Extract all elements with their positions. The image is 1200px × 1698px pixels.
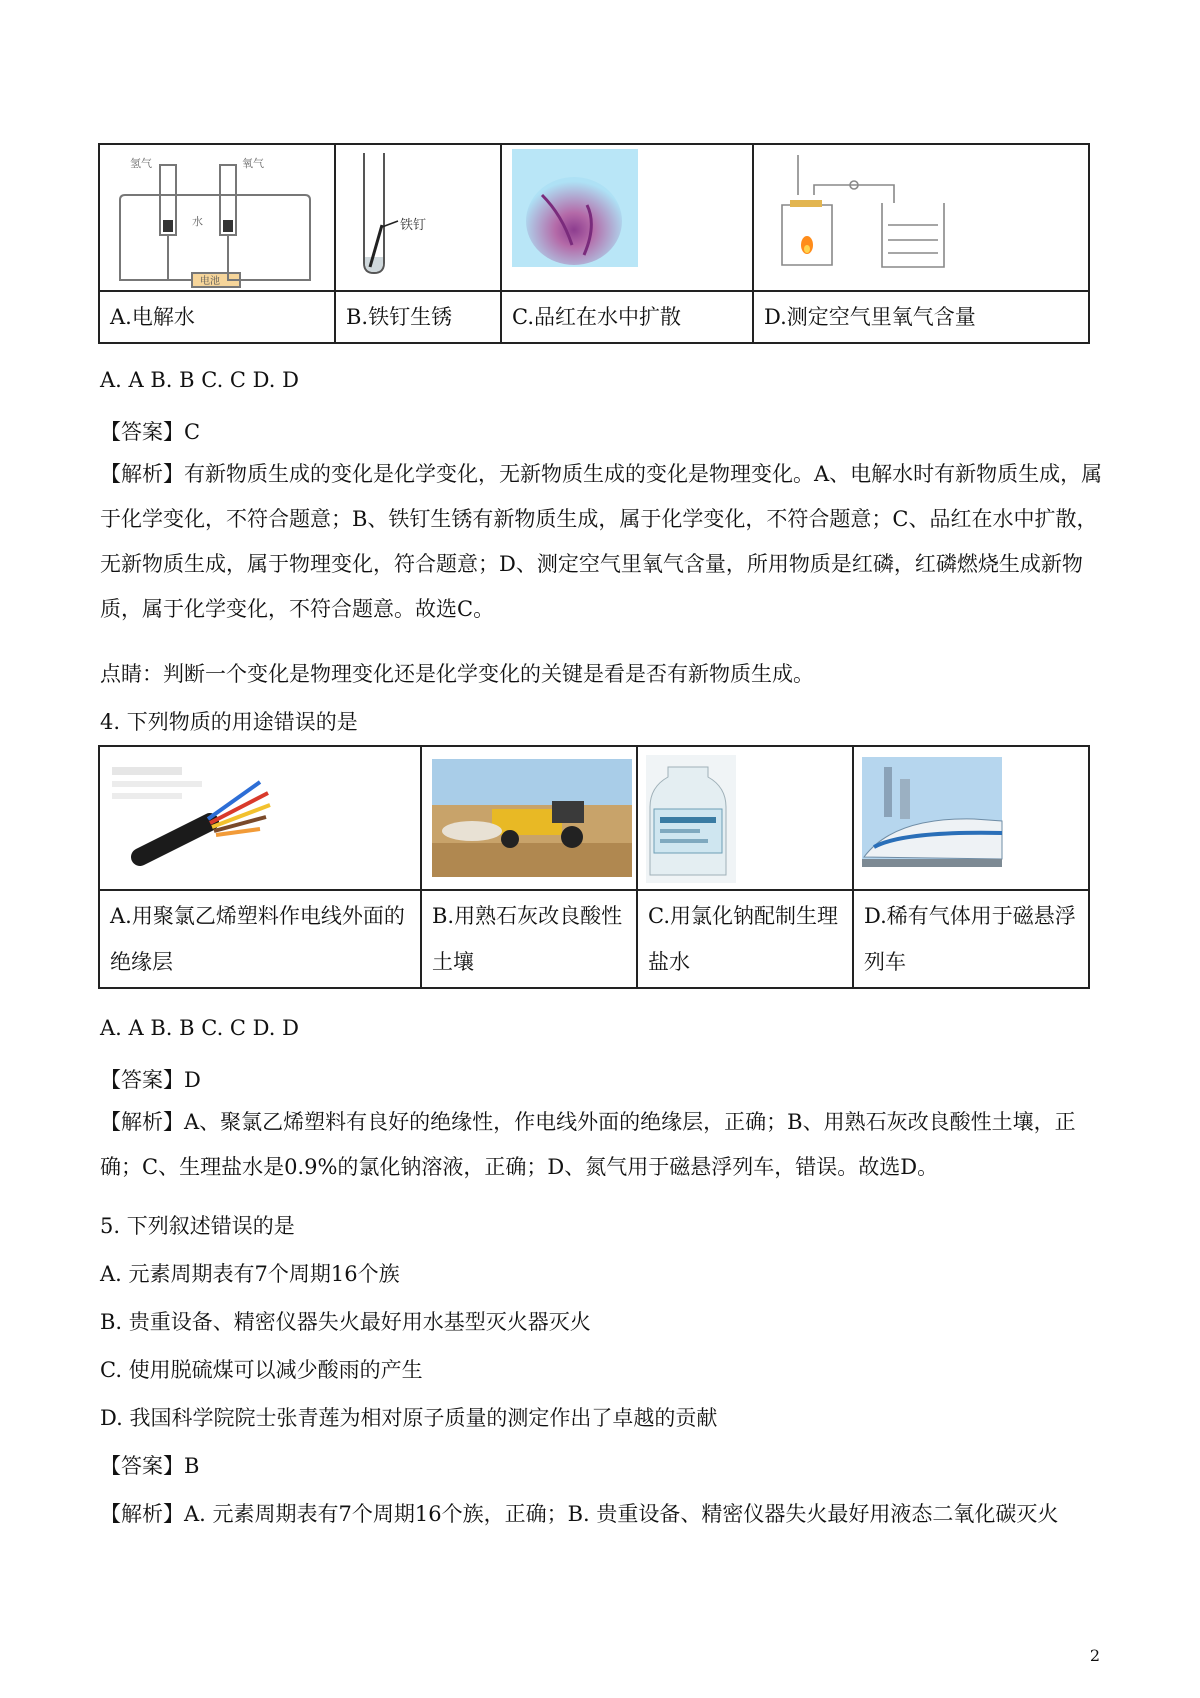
q4-image-cell-b — [421, 746, 637, 890]
q4-image-cell-d — [853, 746, 1089, 890]
q3-image-cell-c — [501, 144, 753, 291]
q3-option-table — [98, 143, 1090, 344]
q5-option-b: B. 贵重设备、精密仪器失火最好用水基型灭火器灭火 — [100, 1310, 591, 1334]
q4-option-c: C.用氯化钠配制生理盐水 — [637, 890, 853, 988]
q3-option-d: D.测定空气里氧气含量 — [753, 291, 1089, 343]
page-number: 2 — [1089, 1646, 1100, 1665]
q5-answer: 【答案】B — [100, 1454, 200, 1478]
water-label: 水 — [192, 215, 203, 228]
q4-option-b: B.用熟石灰改良酸性土壤 — [421, 890, 637, 988]
q4-answer: 【答案】D — [100, 1068, 201, 1092]
q4-choices: A. A B. B C. C D. D — [100, 1016, 299, 1040]
tractor-field-photo — [422, 747, 634, 887]
oxygen-label: 氧气 — [242, 157, 264, 170]
q4-analysis: 【解析】A、聚氯乙烯塑料有良好的绝缘性，作电线外面的绝缘层，正确；B、用熟石灰改良酸性土壤，正确；C、生理盐水是0.9%的氯化钠溶液，正确；D、氮气用于磁悬浮列车，错误。故选D。 — [100, 1110, 1076, 1179]
iron-nail-label: 铁钉 — [400, 218, 427, 233]
electric-wire-photo — [100, 747, 418, 887]
q3-option-b: B.铁钉生锈 — [335, 291, 501, 343]
q5-option-d: D. 我国科学院院士张青莲为相对原子质量的测定作出了卓越的贡献 — [100, 1406, 718, 1430]
q4-option-a: A.用聚氯乙烯塑料作电线外面的绝缘层 — [99, 890, 421, 988]
electrolysis-apparatus-icon — [100, 145, 332, 288]
maglev-train-photo — [854, 747, 1086, 887]
q3-image-cell-a — [99, 144, 335, 291]
q5-stem: 5. 下列叙述错误的是 — [100, 1214, 295, 1238]
q3-analysis: 【解析】有新物质生成的变化是化学变化，无新物质生成的变化是物理变化。A、电解水时有新物质生成，属于化学变化，不符合题意；B、铁钉生锈有新物质生成，属于化学变化，不符合题意；C、品红在水中扩散，无新物质生成，属于物理变化，符合题意；D、测定空气里氧气含量，所用物质是红磷，红磷燃烧生成新物质，属于化学变化，不符合题意。故选C。 — [100, 462, 1103, 621]
q3-image-cell-b — [335, 144, 501, 291]
q3-choices: A. A B. B C. C D. D — [100, 368, 299, 392]
test-tube-iron-nail-icon — [336, 145, 498, 288]
q5-option-c: C. 使用脱硫煤可以减少酸雨的产生 — [100, 1358, 423, 1382]
q3-tip: 点睛：判断一个变化是物理变化还是化学变化的关键是看是否有新物质生成。 — [100, 662, 814, 686]
q3-answer: 【答案】C — [100, 420, 201, 444]
magenta-diffusion-photo — [502, 145, 750, 288]
hydrogen-label: 氢气 — [130, 157, 152, 170]
q4-option-table — [98, 745, 1090, 989]
q3-option-c: C.品红在水中扩散 — [501, 291, 753, 343]
q4-image-cell-a — [99, 746, 421, 890]
q3-option-a: A.电解水 — [99, 291, 335, 343]
q3-image-cell-d — [753, 144, 1089, 291]
q5-analysis: 【解析】A. 元素周期表有7个周期16个族，正确；B. 贵重设备、精密仪器失火最好用液态二氧化碳灭火 — [100, 1502, 1059, 1526]
q5-option-a: A. 元素周期表有7个周期16个族 — [100, 1262, 400, 1286]
saline-bottle-photo — [638, 747, 850, 887]
oxygen-measurement-apparatus-icon — [754, 145, 1086, 288]
battery-label: 电池 — [200, 276, 220, 287]
q4-option-d: D.稀有气体用于磁悬浮列车 — [853, 890, 1089, 988]
q4-stem: 4. 下列物质的用途错误的是 — [100, 710, 358, 734]
q4-image-cell-c — [637, 746, 853, 890]
